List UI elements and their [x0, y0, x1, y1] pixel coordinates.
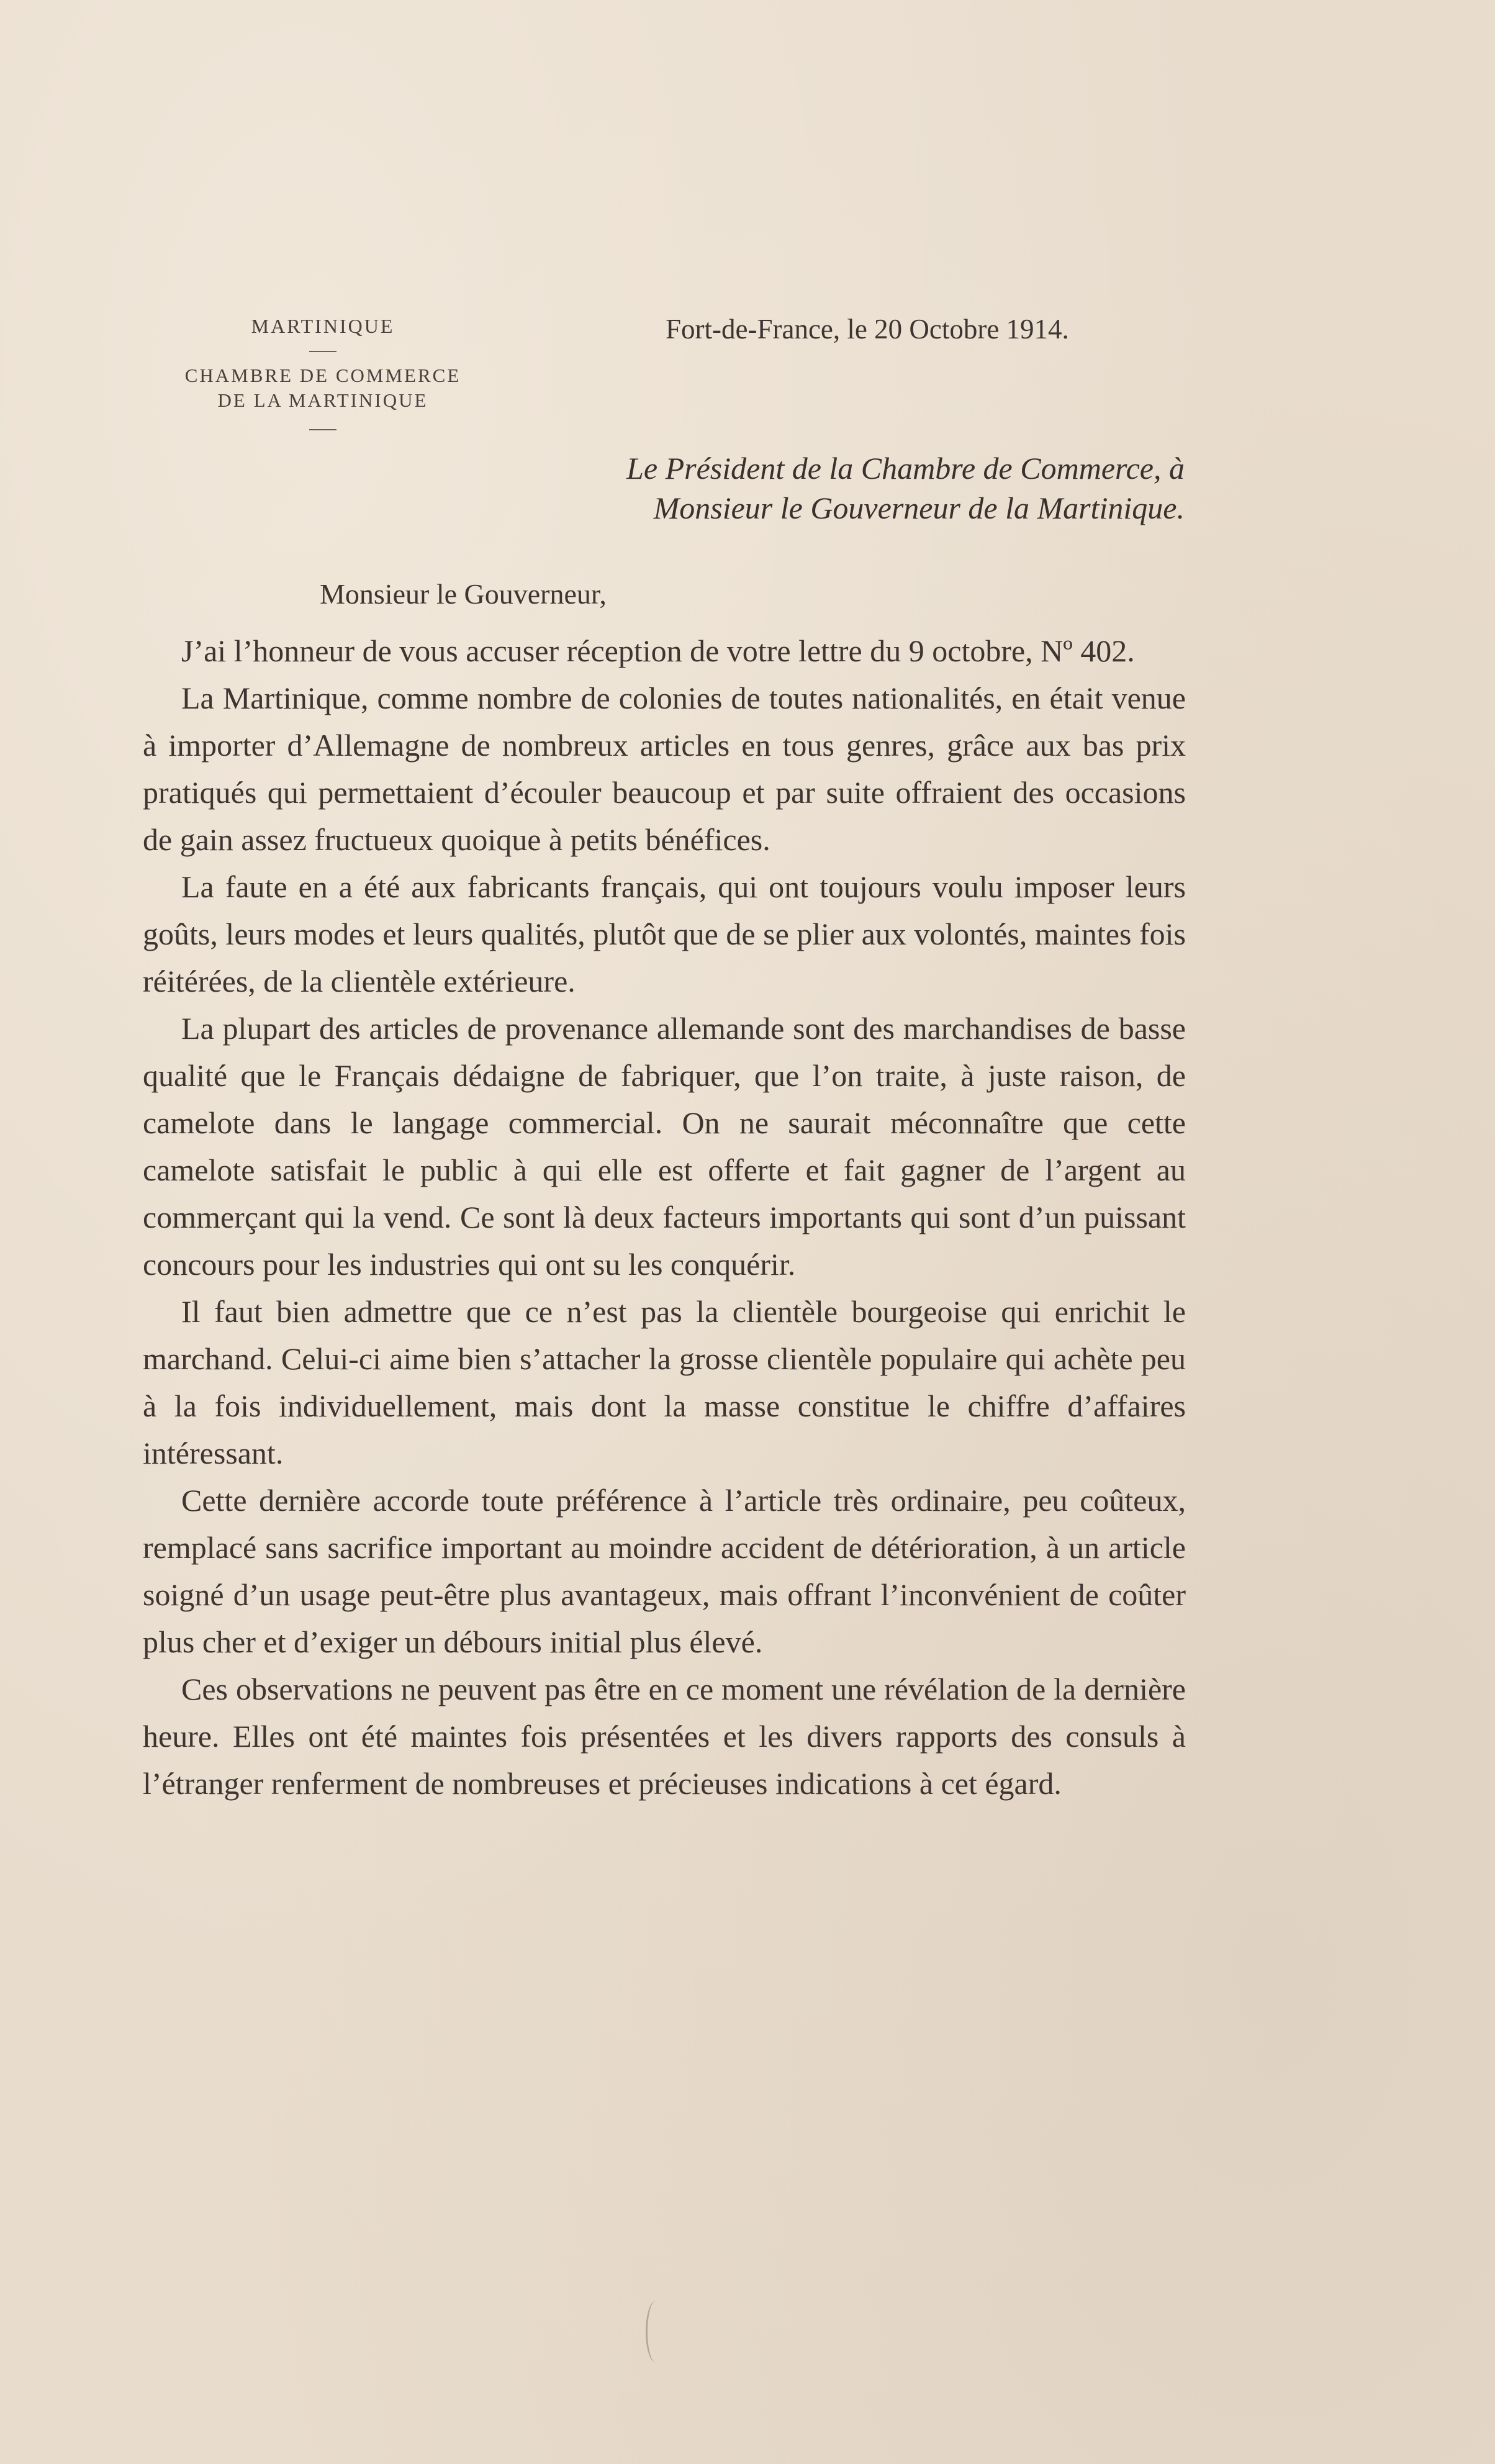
addressee-recipient: Monsieur le Gouverneur de la Martinique.	[653, 491, 1185, 525]
letterhead-divider	[309, 351, 336, 352]
dateline: Fort-de-France, le 20 Octobre 1914.	[666, 314, 1069, 345]
addressee-sender: Le Président de la Chambre de Commerce, à	[626, 451, 1185, 486]
letterhead-organization: CHAMBRE DE COMMERCE	[184, 365, 461, 386]
body-paragraph: Ces observations ne peuvent pas être en ce moment une révélation de la dernière heure. Elles ont été maintes fois présentées et les divers rapports des consuls à l’étranger renferment de nombreuses et précieuses indications à cet égard.	[143, 1672, 1186, 1801]
letter-body	[143, 627, 1186, 1807]
body-paragraph: J’ai l’honneur de vous accuser réception de votre lettre du 9 octobre, Nº 402.	[181, 633, 1135, 668]
letterhead-divider	[309, 429, 336, 430]
paper-mark	[646, 2301, 666, 2363]
body-paragraph: La faute en a été aux fabricants français, qui ont toujours voulu imposer leurs goûts, leurs modes et leurs qualités, plutôt que de se plier aux volontés, maintes fois réitérées, de la clientèle extérieure.	[143, 869, 1186, 999]
body-paragraph: Cette dernière accorde toute préférence à l’article très ordinaire, peu coûteux, remplacé sans sacrifice important au moindre accident de détérioration, à un article soigné d’un usage peut-être plus avantageux, mais offrant l’inconvénient de coûter plus cher et d’exiger un débours initial plus élevé.	[143, 1483, 1186, 1659]
letterhead-organization-location: DE LA MARTINIQUE	[217, 389, 428, 411]
addressee-block	[626, 448, 1185, 528]
letterhead	[149, 314, 497, 430]
letterhead-region: MARTINIQUE	[251, 315, 395, 337]
body-paragraph: Il faut bien admettre que ce n’est pas la clientèle bourgeoise qui enrichit le marchand. Celui-ci aime bien s’attacher la grosse clientèle populaire qui achète peu à la fois individuellement, mais dont la masse constitue le chiffre d’affaires intéressant.	[143, 1294, 1186, 1470]
body-paragraph: La Martinique, comme nombre de colonies de toutes nationalités, en était venue à importer d’Allemagne de nombreux articles en tous genres, grâce aux bas prix pratiqués qui permettaient d’écouler beaucoup et par suite offraient des occasions de gain assez fructueux quoique à petits bénéfices.	[143, 681, 1186, 857]
salutation: Monsieur le Gouverneur,	[320, 578, 607, 610]
body-paragraph: La plupart des articles de provenance allemande sont des marchandises de basse qualité que le Français dédaigne de fabriquer, que l’on traite, à juste raison, de camelote dans le langage commercial. On ne saurait méconnaître que cette camelote satisfait le public à qui elle est offerte et fait gagner de l’argent au commerçant qui la vend. Ce sont là deux facteurs importants qui sont d’un puissant concours pour les industries qui ont su les conquérir.	[143, 1011, 1186, 1282]
